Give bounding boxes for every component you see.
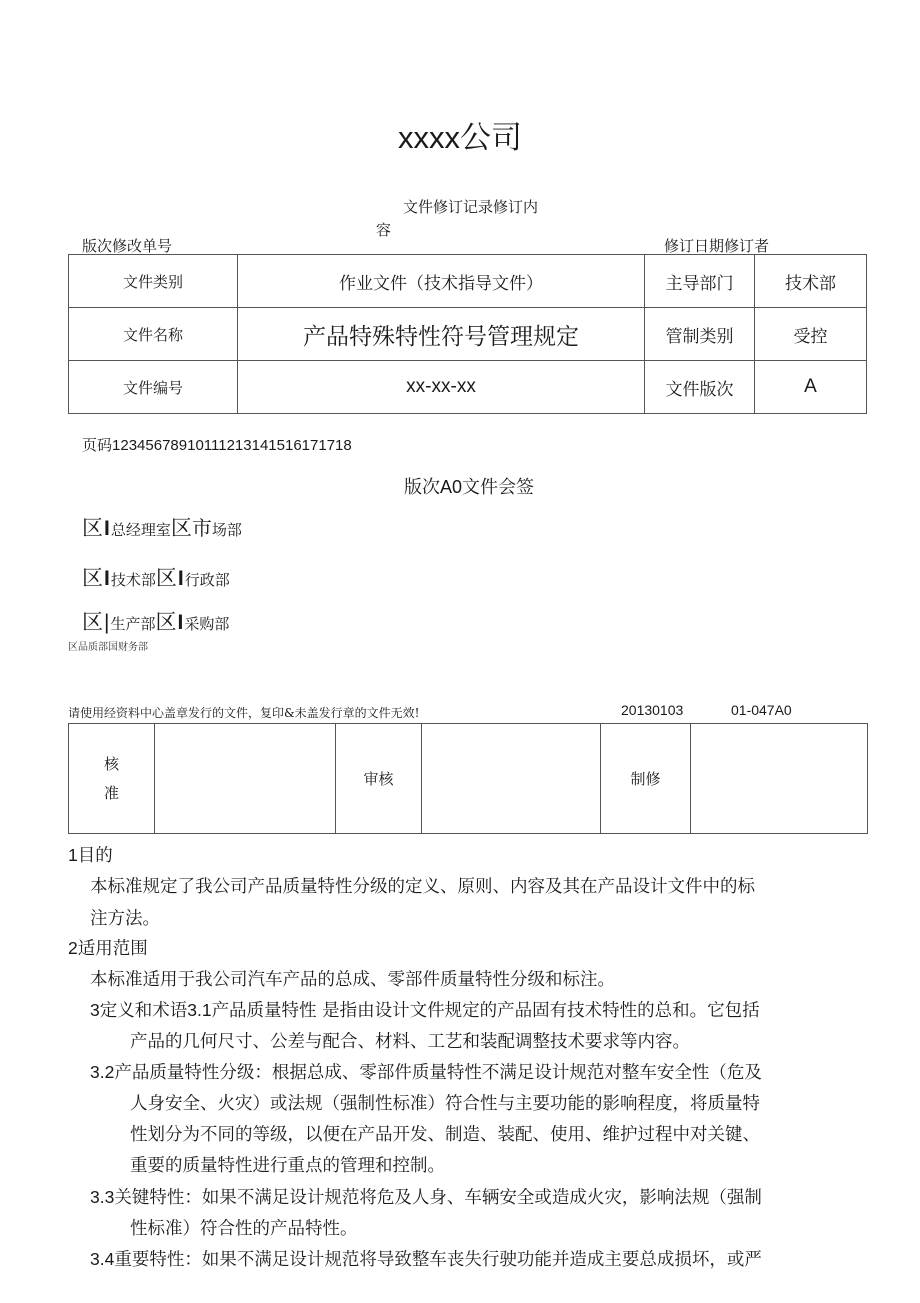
- doc-version-label: 文件版次: [645, 361, 755, 414]
- table-row: [69, 308, 867, 361]
- lead-dept-value: 技术部: [755, 255, 867, 308]
- section-3-2-line: 重要的质量特性进行重点的管理和控制。: [130, 1156, 445, 1176]
- doc-name-label: 文件名称: [69, 308, 238, 361]
- doc-number-label: 文件编号: [69, 361, 238, 414]
- section-number: 1: [68, 845, 78, 865]
- dept-label-big: 市: [191, 516, 212, 540]
- signoff-title-prefix: 版次: [403, 477, 440, 498]
- approve-label: [69, 724, 155, 834]
- section-3-1-body-line: 产品的几何尺寸、公差与配合、材料、工艺和装配调整技术要求等内容。: [130, 1032, 690, 1052]
- table-row: [69, 255, 867, 308]
- section-3-heading: [90, 997, 760, 1022]
- separator-bar-icon: |: [104, 611, 110, 634]
- separator-bar-icon: I: [104, 517, 110, 540]
- subsection-number: 3.4: [90, 1249, 115, 1269]
- subsection-text: 产品质量特性分级：根据总成、零部件质量特性不满足设计规范对整车安全性（危及: [114, 1063, 762, 1083]
- doc-version-value: A: [755, 361, 867, 414]
- dept-label: 生产部: [110, 615, 156, 633]
- subsection-number: 3.1: [187, 1000, 212, 1020]
- section-3-2-line: [90, 1059, 762, 1084]
- dept-label: 行政部: [184, 571, 230, 589]
- section-2-heading: [68, 935, 148, 960]
- review-label: 审核: [336, 724, 422, 834]
- signoff-row-small: 区品质部国财务部: [68, 642, 148, 653]
- checkbox-mark: 区: [82, 610, 103, 634]
- section-1-body-line: 注方法。: [90, 909, 160, 929]
- checkbox-mark: 区: [82, 566, 103, 590]
- approve-signature-cell: [155, 724, 336, 834]
- company-name: xxxx公司: [398, 120, 522, 155]
- section-title: 定义和术语: [99, 1001, 188, 1021]
- section-3-2-line: 人身安全、火灾）或法规（强制性标准）符合性与主要功能的影响程度，将质量特: [130, 1094, 760, 1114]
- section-title: 目的: [77, 846, 113, 866]
- subsection-text: 是指由设计文件规定的产品固有技术特性的总和。它包括: [316, 1001, 760, 1021]
- signoff-title-suffix: 文件会签: [462, 477, 535, 498]
- author-signature-cell: [691, 724, 868, 834]
- section-3-3-line: 性标准）符合性的产品特性。: [130, 1219, 358, 1239]
- signoff-row: [82, 512, 242, 542]
- dept-label: 技术部: [110, 571, 156, 589]
- signoff-title: [0, 473, 920, 499]
- doc-type-label: 文件类别: [69, 255, 238, 308]
- revision-header-right: 修订日期修订者: [664, 237, 770, 255]
- section-3-3-line: [90, 1184, 762, 1209]
- revision-record-title: 文件修订记录修订内: [403, 198, 539, 216]
- doc-number-value: xx-xx-xx: [238, 361, 645, 414]
- subsection-number: 3.2: [90, 1062, 115, 1082]
- doc-name-value: 产品特殊特性符号管理规定: [238, 308, 645, 361]
- separator-bar-icon: I: [177, 611, 184, 634]
- separator-bar-icon: I: [177, 567, 184, 590]
- signoff-title-version: A0: [439, 477, 463, 497]
- issue-date: 20130103: [621, 702, 684, 718]
- subsection-text: 关键特性：如果不满足设计规范将危及人身、车辆安全或造成火灾，影响法规（强制: [114, 1188, 762, 1208]
- section-3-2-line: 性划分为不同的等级，以便在产品开发、制造、装配、使用、维护过程中对关键、: [130, 1125, 760, 1145]
- section-title: 适用范围: [77, 939, 148, 959]
- checkbox-mark: 区: [82, 516, 103, 540]
- table-row: [69, 361, 867, 414]
- section-number: 2: [68, 938, 78, 958]
- approve-char: 准: [103, 783, 119, 802]
- doc-code: 01-047A0: [731, 702, 792, 718]
- section-number: 3: [90, 1000, 100, 1020]
- page-numbers: [82, 434, 352, 455]
- dept-label: 总经理室: [110, 521, 171, 539]
- page-numbers-value: 12345678910111213141516171718: [112, 437, 352, 454]
- signoff-row: [82, 562, 230, 592]
- revision-record-title-cont: 容: [376, 221, 392, 239]
- revision-header-left: 版次修改单号: [82, 237, 173, 255]
- subsection-number: 3.3: [90, 1187, 115, 1207]
- checkbox-mark: 区: [155, 610, 177, 634]
- approval-table: [68, 723, 868, 834]
- control-type-value: 受控: [755, 308, 867, 361]
- dept-label: 采购部: [184, 615, 230, 633]
- document-info-table: [68, 254, 867, 414]
- table-row: [69, 724, 868, 834]
- control-type-label: 管制类别: [645, 308, 755, 361]
- section-1-heading: [68, 842, 113, 867]
- author-label: 制修: [601, 724, 691, 834]
- checkbox-mark: 区: [170, 516, 192, 540]
- section-2-body-line: 本标准适用于我公司汽车产品的总成、零部件质量特性分级和标注。: [90, 970, 615, 990]
- review-signature-cell: [422, 724, 601, 834]
- separator-bar-icon: I: [104, 567, 110, 590]
- section-3-4-line: [90, 1246, 762, 1271]
- checkbox-mark: 区: [155, 566, 177, 590]
- doc-type-value: 作业文件（技术指导文件）: [238, 255, 645, 308]
- signoff-row: [82, 606, 229, 636]
- subsection-term: 产品质量特性: [211, 1001, 317, 1021]
- lead-dept-label: 主导部门: [645, 255, 755, 308]
- section-1-body-line: 本标准规定了我公司产品质量特性分级的定义、原则、内容及其在产品设计文件中的标: [90, 877, 755, 897]
- issue-notice: 请使用经资料中心盖章发行的文件，复印&未盖发行章的文件无效!: [68, 706, 420, 720]
- approve-char: 核: [103, 754, 119, 773]
- subsection-text: 重要特性：如果不满足设计规范将导致整车丧失行驶功能并造成主要总成损坏，或严: [114, 1250, 762, 1270]
- dept-label: 场部: [211, 521, 242, 539]
- page-numbers-label: 页码: [82, 436, 113, 454]
